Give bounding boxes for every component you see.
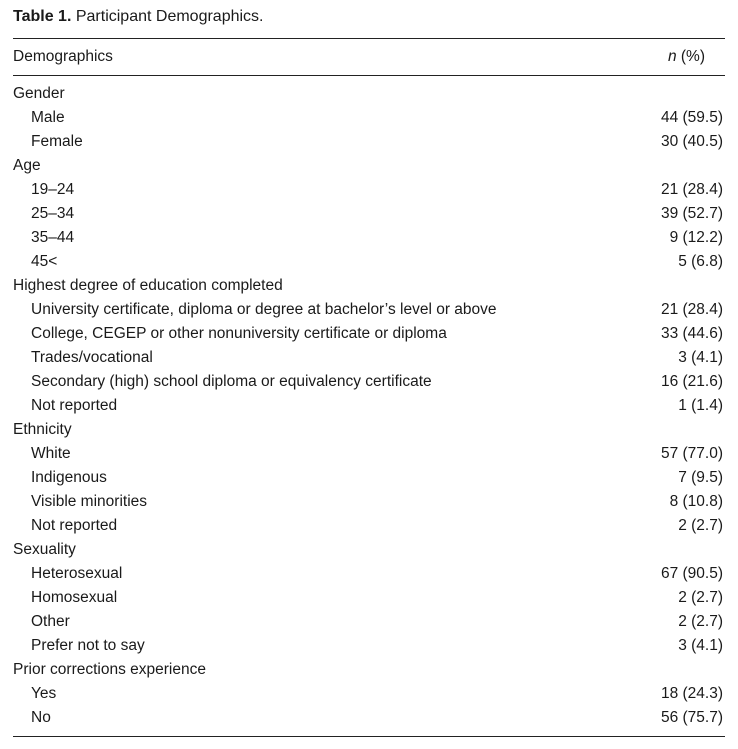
table-row <box>13 226 725 250</box>
row-value: 9 (12.2) <box>669 229 723 246</box>
table-row <box>13 610 725 634</box>
table-row <box>13 634 725 658</box>
bottom-rule <box>13 736 725 737</box>
row-value: 2 (2.7) <box>678 613 723 630</box>
row-value: 3 (4.1) <box>678 349 723 366</box>
category-row <box>13 274 725 298</box>
row-label: Other <box>31 613 70 630</box>
row-value: 8 (10.8) <box>669 493 723 510</box>
row-value: 3 (4.1) <box>678 637 723 654</box>
category-row <box>13 418 725 442</box>
category-row <box>13 154 725 178</box>
category-label: Age <box>13 157 41 174</box>
row-label: Trades/vocational <box>31 349 153 366</box>
table-row <box>13 706 725 730</box>
table-row <box>13 346 725 370</box>
category-row <box>13 658 725 682</box>
row-value: 16 (21.6) <box>660 373 723 390</box>
table-header <box>13 39 725 75</box>
row-label: Indigenous <box>31 469 107 486</box>
row-label: Male <box>31 109 65 126</box>
row-label: Heterosexual <box>31 565 123 582</box>
row-value: 7 (9.5) <box>678 469 723 486</box>
row-value: 2 (2.7) <box>678 589 723 606</box>
row-value: 44 (59.5) <box>660 109 723 126</box>
row-label: 19–24 <box>31 181 75 198</box>
row-label: University certificate, diploma or degree at bachelor’s level or above <box>31 301 497 318</box>
row-label: 35–44 <box>31 229 75 246</box>
header-n: n <box>667 48 677 65</box>
row-value: 67 (90.5) <box>660 565 723 582</box>
table-row <box>13 322 725 346</box>
row-label: Secondary (high) school diploma or equivalency certificate <box>31 373 432 390</box>
table-row <box>13 250 725 274</box>
table-row <box>13 490 725 514</box>
row-value: 30 (40.5) <box>660 133 723 150</box>
row-value: 57 (77.0) <box>660 445 723 462</box>
row-value: 2 (2.7) <box>678 517 723 534</box>
table-row <box>13 298 725 322</box>
row-value: 33 (44.6) <box>660 325 723 342</box>
row-value: 5 (6.8) <box>678 253 723 270</box>
table-row <box>13 682 725 706</box>
table-body <box>13 76 725 730</box>
table-number: Table 1. <box>13 8 72 25</box>
row-value: 56 (75.7) <box>660 709 723 726</box>
table-row <box>13 106 725 130</box>
table-caption <box>13 0 725 32</box>
category-label: Sexuality <box>13 541 76 558</box>
row-label: Not reported <box>31 397 118 414</box>
row-value: 18 (24.3) <box>660 685 723 702</box>
row-label: No <box>31 709 51 726</box>
table-row <box>13 562 725 586</box>
category-label: Gender <box>13 85 65 102</box>
row-label: 25–34 <box>31 205 75 222</box>
row-value: 21 (28.4) <box>660 181 723 198</box>
header-n-percent <box>668 48 725 66</box>
category-row <box>13 538 725 562</box>
table-row <box>13 130 725 154</box>
row-label: White <box>31 445 71 462</box>
header-demographics: Demographics <box>13 48 113 65</box>
header-percent: (%) <box>676 48 705 65</box>
table-title: Participant Demographics. <box>75 8 264 25</box>
row-label: Yes <box>31 685 57 702</box>
row-label: College, CEGEP or other nonuniversity certificate or diploma <box>31 325 447 342</box>
row-label: Not reported <box>31 517 118 534</box>
table-row <box>13 178 725 202</box>
table-row <box>13 442 725 466</box>
category-row <box>13 82 725 106</box>
table-row <box>13 370 725 394</box>
row-label: Prefer not to say <box>31 637 145 654</box>
row-value: 21 (28.4) <box>660 301 723 318</box>
row-value: 1 (1.4) <box>678 397 723 414</box>
row-label: Homosexual <box>31 589 118 606</box>
category-label: Ethnicity <box>13 421 72 438</box>
category-label: Prior corrections experience <box>13 661 206 678</box>
row-label: Visible minorities <box>31 493 148 510</box>
row-label: 45< <box>31 253 58 270</box>
row-value: 39 (52.7) <box>660 205 723 222</box>
table-row <box>13 202 725 226</box>
row-label: Female <box>31 133 83 150</box>
table-row <box>13 394 725 418</box>
table-row <box>13 466 725 490</box>
table-row <box>13 514 725 538</box>
table-row <box>13 586 725 610</box>
category-label: Highest degree of education completed <box>13 277 283 294</box>
